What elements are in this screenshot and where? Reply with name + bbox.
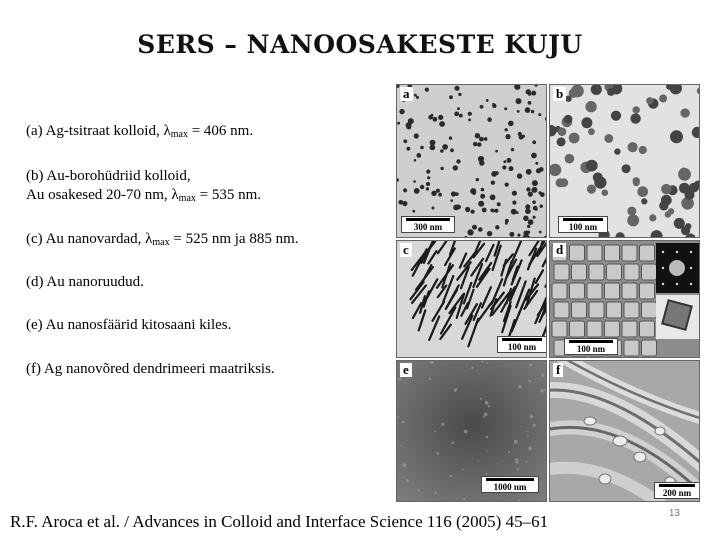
panel-f-image [550, 361, 700, 502]
micrograph-figure [396, 84, 700, 502]
citation: R.F. Aroca et al. / Advances in Colloid and Interface Science 116 (2005) 45–61 [10, 512, 549, 531]
panel-d-label: d [553, 243, 566, 257]
micrograph-panel-f [549, 360, 700, 502]
description-e: (e) Au nanosfäärid kitosaani kiles. [26, 317, 232, 333]
panel-d-scale-bar: 100 nm [564, 338, 618, 355]
description-b-line2: Au osakesed 20-70 nm, $\lambda_{max} = 535$ nm. [26, 187, 262, 204]
micrograph-panel-c [396, 240, 547, 358]
micrograph-panel-e [396, 360, 547, 502]
panel-f-label: f [553, 363, 563, 377]
panel-a-label: a [400, 87, 413, 101]
panel-a-scale-bar: 300 nm [401, 216, 455, 233]
micrograph-panel-d [549, 240, 700, 358]
description-a: (a) Ag-tsitraat kolloid, $\lambda_{max} = 406$ nm. [26, 123, 254, 140]
micrograph-panel-a [396, 84, 547, 238]
panel-e-label: e [400, 363, 412, 377]
description-d: (d) Au nanoruudud. [26, 274, 144, 290]
panel-c-scale-bar: 100 nm [497, 336, 547, 353]
micrograph-panel-b [549, 84, 700, 238]
description-c: (c) Au nanovardad, $\lambda_{max} = 525$ nm ja 885 nm. [26, 231, 299, 248]
panel-f-scale-bar: 200 nm [654, 482, 700, 499]
slide-title: SERS – NANOOSAKESTE KUJU [137, 30, 583, 59]
panel-c-label: c [400, 243, 412, 257]
page-number: 13 [668, 508, 680, 519]
panel-e-scale-bar: 1000 nm [481, 476, 539, 493]
description-f: (f) Ag nanovõred dendrimeeri maatriksis. [26, 361, 275, 377]
description-b-line1: (b) Au-borohüdriid kolloid, [26, 168, 191, 184]
panel-b-scale-bar: 100 nm [558, 216, 608, 233]
panel-b-label: b [553, 87, 566, 101]
